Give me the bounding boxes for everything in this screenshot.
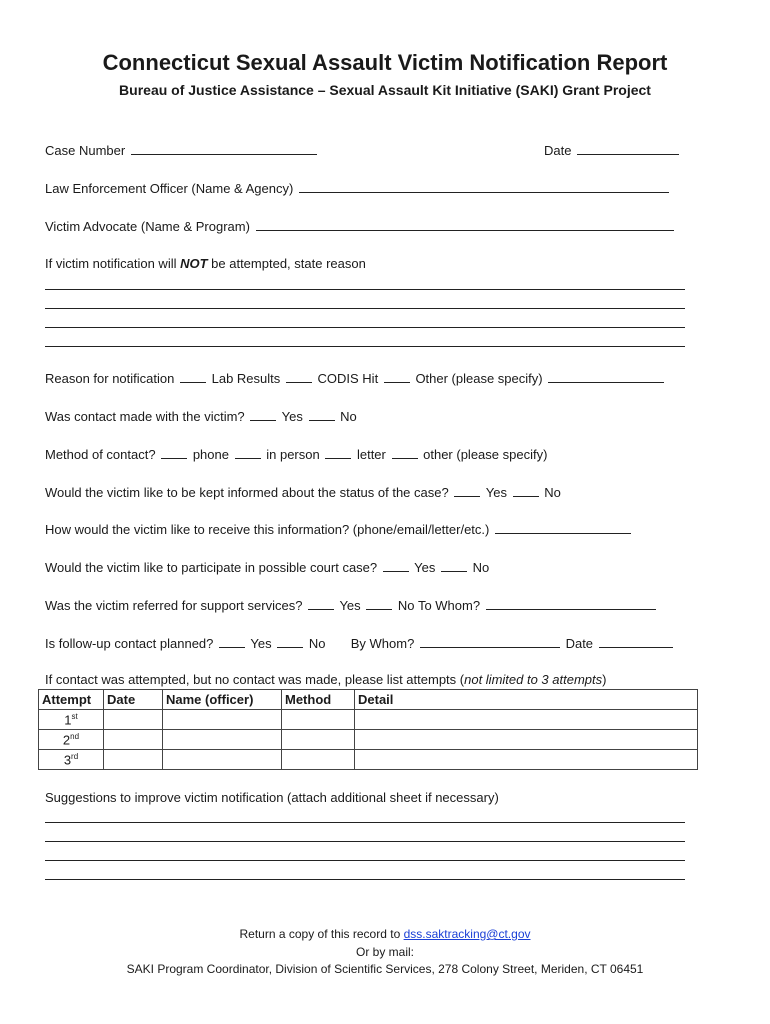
kept-informed-row xyxy=(45,484,561,500)
attempt-detail-cell[interactable] xyxy=(355,750,698,770)
contact-yes-blank[interactable] xyxy=(250,408,276,421)
attempts-table xyxy=(38,689,698,770)
attempts-header-row xyxy=(39,690,698,710)
yes-label: Yes xyxy=(339,598,361,613)
informed-yes-blank[interactable] xyxy=(454,484,480,497)
attempt-number: 3rd xyxy=(39,750,104,770)
to-whom-field[interactable] xyxy=(486,597,656,610)
reason-row xyxy=(45,370,666,386)
yes-label: Yes xyxy=(281,409,303,424)
attempt-method-cell[interactable] xyxy=(282,750,355,770)
followup-label: Is follow-up contact planned? xyxy=(45,636,214,651)
attempt-date-cell[interactable] xyxy=(104,710,163,730)
date-row xyxy=(544,142,681,158)
officer-row xyxy=(45,180,671,196)
col-name: Name (officer) xyxy=(163,690,282,710)
method-other-label: other (please specify) xyxy=(423,447,548,462)
case-number-row xyxy=(45,142,319,158)
participate-row xyxy=(45,559,489,575)
referred-label: Was the victim referred for support services? xyxy=(45,598,303,613)
not-attempted-label xyxy=(45,256,366,271)
yes-label: Yes xyxy=(485,485,507,500)
attempt-name-cell[interactable] xyxy=(163,730,282,750)
suggestion-line-1[interactable] xyxy=(45,822,685,823)
followup-no-blank[interactable] xyxy=(277,635,303,648)
suggestion-line-2[interactable] xyxy=(45,841,685,842)
participate-no-blank[interactable] xyxy=(441,559,467,572)
contact-made-label: Was contact made with the victim? xyxy=(45,409,245,424)
attempt-name-cell[interactable] xyxy=(163,750,282,770)
case-number-field[interactable] xyxy=(131,142,317,155)
contact-made-row xyxy=(45,408,357,424)
informed-no-blank[interactable] xyxy=(513,484,539,497)
contact-no-blank[interactable] xyxy=(309,408,335,421)
footer-or-mail: Or by mail: xyxy=(355,945,414,959)
table-row xyxy=(39,710,698,730)
reason-other-field[interactable] xyxy=(548,370,664,383)
footer-return-text: Return a copy of this record to xyxy=(239,927,404,941)
no-label: No xyxy=(340,409,357,424)
col-method: Method xyxy=(282,690,355,710)
date-field[interactable] xyxy=(577,142,679,155)
no-label: No xyxy=(308,636,326,651)
method-person-blank[interactable] xyxy=(235,446,261,459)
attempt-number: 2nd xyxy=(39,730,104,750)
receive-info-row xyxy=(45,521,633,537)
attempt-name-cell[interactable] xyxy=(163,710,282,730)
form-subtitle: Bureau of Justice Assistance – Sexual Assault Kit Initiative (SAKI) Grant Project xyxy=(119,82,651,98)
no-label: No xyxy=(544,485,561,500)
reason-line-3[interactable] xyxy=(45,327,685,328)
reason-codis-blank[interactable] xyxy=(286,370,312,383)
form-title: Connecticut Sexual Assault Victim Notification Report xyxy=(102,50,668,75)
suggestion-line-4[interactable] xyxy=(45,879,685,880)
col-attempt: Attempt xyxy=(39,690,104,710)
officer-field[interactable] xyxy=(299,180,669,193)
advocate-row xyxy=(45,218,676,234)
kept-informed-label: Would the victim like to be kept informed about the status of the case? xyxy=(45,485,449,500)
referred-yes-blank[interactable] xyxy=(308,597,334,610)
advocate-label: Victim Advocate (Name & Program) xyxy=(45,219,250,234)
method-letter-blank[interactable] xyxy=(325,446,351,459)
attempt-date-cell[interactable] xyxy=(104,730,163,750)
attempt-method-cell[interactable] xyxy=(282,730,355,750)
followup-date-field[interactable] xyxy=(599,635,673,648)
no-label: No xyxy=(397,598,415,613)
attempts-intro xyxy=(45,672,606,687)
method-label: Method of contact? xyxy=(45,447,156,462)
method-phone-label: phone xyxy=(192,447,229,462)
suggestion-line-3[interactable] xyxy=(45,860,685,861)
followup-row xyxy=(45,635,675,651)
attempts-intro-italic: not limited to 3 attempts xyxy=(464,672,603,687)
attempts-intro-post: ) xyxy=(602,672,607,687)
referred-no-blank[interactable] xyxy=(366,597,392,610)
attempt-number: 1st xyxy=(39,710,104,730)
participate-label: Would the victim like to participate in possible court case? xyxy=(45,560,378,575)
footer-address: SAKI Program Coordinator, Division of Scientific Services, 278 Colony Street, Meriden, CT 06451 xyxy=(126,962,644,976)
reason-line-4[interactable] xyxy=(45,346,685,347)
yes-label: Yes xyxy=(414,560,436,575)
attempt-detail-cell[interactable] xyxy=(355,710,698,730)
referred-row xyxy=(45,597,658,613)
footer-return xyxy=(0,927,770,941)
reason-lab-blank[interactable] xyxy=(180,370,206,383)
reason-codis-label: CODIS Hit xyxy=(317,371,379,386)
method-person-label: in person xyxy=(266,447,320,462)
receive-info-field[interactable] xyxy=(495,521,631,534)
reason-line-1[interactable] xyxy=(45,289,685,290)
reason-line-2[interactable] xyxy=(45,308,685,309)
reason-label: Reason for notification xyxy=(45,371,175,386)
col-date: Date xyxy=(104,690,163,710)
attempt-detail-cell[interactable] xyxy=(355,730,698,750)
not-attempted-pre: If victim notification will xyxy=(45,256,181,271)
participate-yes-blank[interactable] xyxy=(383,559,409,572)
receive-info-label: How would the victim like to receive this information? (phone/email/letter/etc.) xyxy=(45,522,490,537)
no-label: No xyxy=(472,560,490,575)
not-emphasis: NOT xyxy=(180,256,208,271)
by-whom-field[interactable] xyxy=(420,635,560,648)
yes-label: Yes xyxy=(250,636,272,651)
table-row xyxy=(39,730,698,750)
case-number-label: Case Number xyxy=(45,143,126,158)
followup-yes-blank[interactable] xyxy=(219,635,245,648)
to-whom-label: To Whom? xyxy=(417,598,481,613)
suggestions-label: Suggestions to improve victim notification (attach additional sheet if necessary) xyxy=(45,790,499,805)
advocate-field[interactable] xyxy=(256,218,674,231)
method-letter-label: letter xyxy=(356,447,386,462)
followup-date-label: Date xyxy=(565,636,594,651)
attempts-intro-pre: If contact was attempted, but no contact was made, please list attempts ( xyxy=(45,672,465,687)
date-label: Date xyxy=(544,143,572,158)
not-attempted-post: be attempted, state reason xyxy=(207,256,366,271)
attempt-method-cell[interactable] xyxy=(282,710,355,730)
method-row xyxy=(45,446,547,462)
reason-other-blank[interactable] xyxy=(384,370,410,383)
attempt-date-cell[interactable] xyxy=(104,750,163,770)
table-row xyxy=(39,750,698,770)
method-phone-blank[interactable] xyxy=(161,446,187,459)
reason-lab-label: Lab Results xyxy=(211,371,281,386)
officer-label: Law Enforcement Officer (Name & Agency) xyxy=(45,181,294,196)
reason-other-label: Other (please specify) xyxy=(415,371,543,386)
email-link[interactable]: dss.saktracking@ct.gov xyxy=(403,927,531,941)
col-detail: Detail xyxy=(355,690,698,710)
method-other-blank[interactable] xyxy=(392,446,418,459)
by-whom-label: By Whom? xyxy=(350,636,415,651)
